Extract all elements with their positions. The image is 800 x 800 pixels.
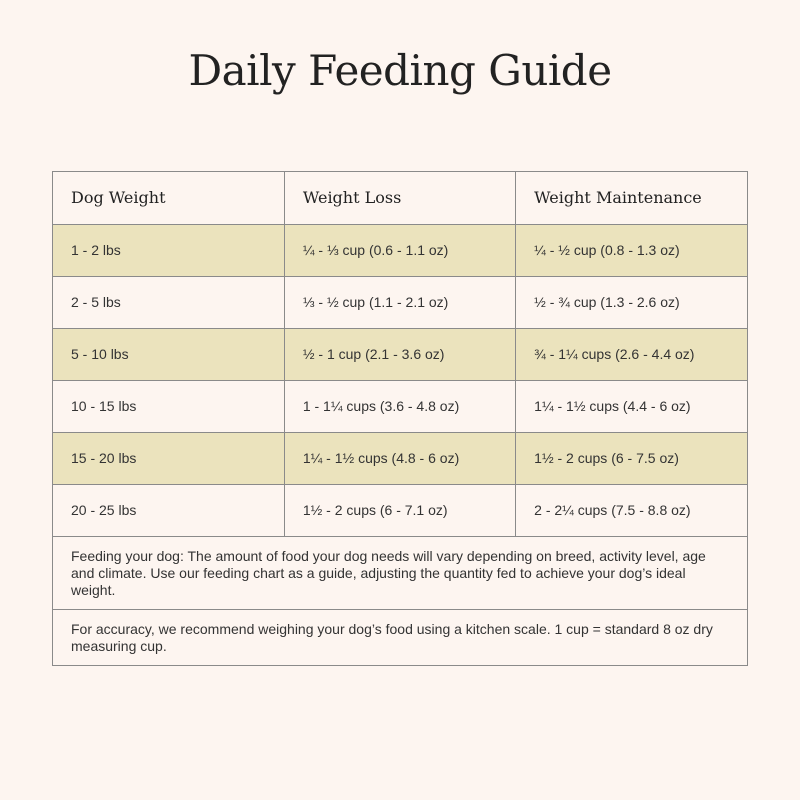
header-weight-loss: Weight Loss xyxy=(284,172,515,224)
page-title: Daily Feeding Guide xyxy=(188,46,612,95)
accuracy-note: For accuracy, we recommend weighing your dog’s food using a kitchen scale. 1 cup = standard 8 oz dry measuring cup. xyxy=(71,620,713,654)
cell-weight-maintenance: ¼ - ½ cup (0.8 - 1.3 oz) xyxy=(516,224,747,276)
header-dog-weight: Dog Weight xyxy=(53,172,284,224)
table-row xyxy=(53,432,747,484)
cell-weight-maintenance: ½ - ¾ cup (1.3 - 2.6 oz) xyxy=(516,276,747,328)
feeding-guide xyxy=(52,171,748,666)
header-weight-maintenance: Weight Maintenance xyxy=(516,172,747,224)
cell-dog-weight: 15 - 20 lbs xyxy=(53,432,284,484)
table-header-row xyxy=(53,172,747,224)
cell-weight-loss: 1½ - 2 cups (6 - 7.1 oz) xyxy=(284,484,515,536)
cell-weight-maintenance: ¾ - 1¼ cups (2.6 - 4.4 oz) xyxy=(516,328,747,380)
cell-dog-weight: 2 - 5 lbs xyxy=(53,276,284,328)
cell-weight-maintenance: 1¼ - 1½ cups (4.4 - 6 oz) xyxy=(516,380,747,432)
cell-weight-loss: ¼ - ⅓ cup (0.6 - 1.1 oz) xyxy=(284,224,515,276)
table-row xyxy=(53,328,747,380)
cell-weight-maintenance: 2 - 2¼ cups (7.5 - 8.8 oz) xyxy=(516,484,747,536)
table-row xyxy=(53,380,747,432)
cell-dog-weight: 10 - 15 lbs xyxy=(53,380,284,432)
table-row xyxy=(53,224,747,276)
cell-weight-maintenance: 1½ - 2 cups (6 - 7.5 oz) xyxy=(516,432,747,484)
cell-weight-loss: ⅓ - ½ cup (1.1 - 2.1 oz) xyxy=(284,276,515,328)
cell-dog-weight: 20 - 25 lbs xyxy=(53,484,284,536)
cell-dog-weight: 5 - 10 lbs xyxy=(53,328,284,380)
table-row xyxy=(53,276,747,328)
feeding-table xyxy=(53,172,747,537)
cell-dog-weight: 1 - 2 lbs xyxy=(53,224,284,276)
cell-weight-loss: ½ - 1 cup (2.1 - 3.6 oz) xyxy=(284,328,515,380)
table-row xyxy=(53,484,747,536)
feeding-note: Feeding your dog: The amount of food your dog needs will vary depending on breed, activity level, age and climate. Use our feeding chart as a guide, adjusting the quantity fed to achieve your dog’s ideal weight. xyxy=(53,537,747,610)
cell-weight-loss: 1 - 1¼ cups (3.6 - 4.8 oz) xyxy=(284,380,515,432)
cell-weight-loss: 1¼ - 1½ cups (4.8 - 6 oz) xyxy=(284,432,515,484)
